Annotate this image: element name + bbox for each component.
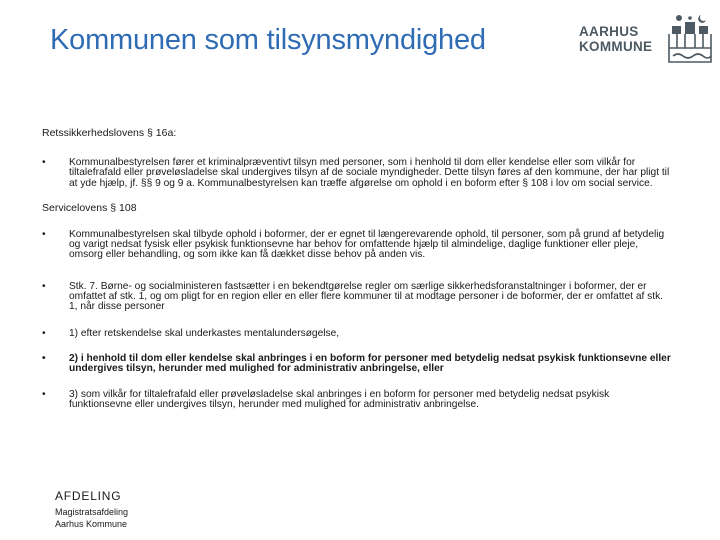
bullet-item — [42, 230, 672, 261]
bullet-text: Kommunalbestyrelsen skal tilbyde ophold i boformer, der er egnet til længerevarende ophold, til personer, som på grund af betydelig og varigt nedsat fysisk eller psykisk funktionsevne har behov for omfattende hjælp til almindelige, daglige funktioner eller pleje, omsorg eller behandling, og som ikke kan få dækket disse behov på anden vis. — [69, 228, 665, 261]
slide-title: Kommunen som tilsynsmyndighed — [50, 24, 486, 56]
section-retssikkerhedsloven — [42, 127, 672, 189]
bullet-marker: • — [42, 228, 46, 240]
aarhus-kommune-logo — [579, 10, 717, 66]
bullet-item — [42, 329, 672, 339]
bullet-item — [42, 158, 672, 189]
footer-department: Magistratsafdeling — [55, 507, 129, 517]
bullet-item — [42, 390, 672, 411]
bullet-item — [42, 354, 672, 375]
footer-organization: Aarhus Kommune — [55, 519, 128, 529]
bullet-text: Kommunalbestyrelsen fører et kriminalpræventivt tilsyn med personer, som i henhold til dom eller kendelse eller som vilkår for tiltalefrafald eller prøveløsladelse skal undergives tilsyn af de sociale myndigheder. Dette tilsyn føres af den kommune, der har pligt til at yde hjælp, jf. §§ 9 og 9 a. Kommunalbestyrelsen kan træffe afgørelse om ophold i en boform efter § 108 i lov om social service. — [69, 157, 670, 189]
slide-body — [42, 127, 672, 410]
bullet-text: 3) som vilkår for tiltalefrafald eller prøveløsladelse skal anbringes i en boform for personer med betydelig nedsat psykisk funktionsevne eller undergives tilsyn, herunder med mulighed for administrativ anbringelse. — [69, 388, 610, 410]
bullet-item — [42, 282, 672, 313]
bullet-text: 2) i henhold til dom eller kendelse skal anbringes i en boform for personer med betydelig nedsat psykisk funktionsevne eller undergives tilsyn, herunder med mulighed for administrativ anbringelse, eller — [69, 352, 671, 375]
bullet-marker: • — [42, 280, 46, 292]
footer-title: AFDELING — [55, 489, 122, 503]
logo-line-2: KOMMUNE — [579, 39, 653, 54]
footer — [55, 489, 128, 530]
bullet-marker: • — [42, 327, 46, 339]
aarhus-seal-icon — [665, 12, 715, 64]
section-heading: Servicelovens § 108 — [42, 201, 137, 214]
logo-line-1: AARHUS — [579, 24, 639, 39]
section-heading: Retssikkerhedslovens § 16a: — [42, 127, 177, 139]
bullet-text: Stk. 7. Børne- og socialministeren fastsætter i en bekendtgørelse regler om særlige sikkerhedsforanstaltninger i boformer, der er omfattet af stk. 1, og om pligt for en region eller en eller flere kommuner til at modtage personer i de boformer, der er omfattet af stk. 1, når disse personer — [69, 280, 663, 313]
section-servicelov — [42, 202, 672, 410]
bullet-marker: • — [42, 157, 46, 168]
bullet-marker: • — [42, 352, 46, 364]
bullet-text: 1) efter retskendelse skal underkastes mentalundersøgelse, — [69, 327, 340, 339]
bullet-marker: • — [42, 388, 46, 400]
